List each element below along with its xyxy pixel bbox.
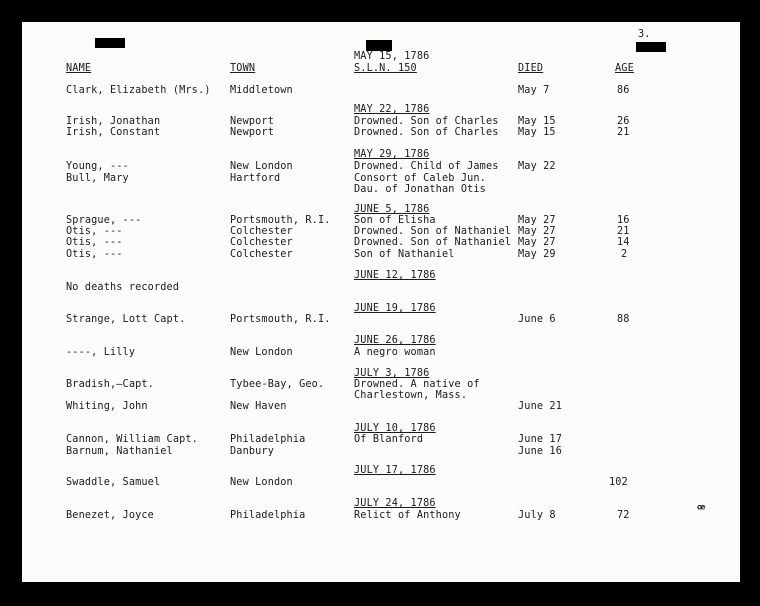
record-age: 14 xyxy=(617,237,630,248)
record-remark: Son of Nathaniel xyxy=(354,249,455,260)
section-date: JUNE 5, 1786 xyxy=(354,204,430,215)
record-town: Colchester xyxy=(230,249,293,260)
record-town: Newport xyxy=(230,127,274,138)
column-header-town: TOWN xyxy=(230,63,256,74)
record-remark: Charlestown, Mass. xyxy=(354,390,468,401)
record-age: 72 xyxy=(617,510,630,521)
record-age: 21 xyxy=(617,127,630,138)
record-died: July 8 xyxy=(518,510,556,521)
record-died: May 22 xyxy=(518,161,556,172)
column-header-name: NAME xyxy=(66,63,92,74)
record-died: June 6 xyxy=(518,314,556,325)
record-remark: Son of Elisha xyxy=(354,215,436,226)
record-town: Colchester xyxy=(230,226,293,237)
record-remark: Drowned. Son of Nathaniel xyxy=(354,226,512,237)
record-remark: Drowned. Son of Charles xyxy=(354,127,499,138)
record-remark: Consort of Caleb Jun. xyxy=(354,173,486,184)
record-remark: Drowned. Child of James xyxy=(354,161,499,172)
side-mark: ꟹ xyxy=(697,502,706,518)
record-name: Bradish,—Capt. xyxy=(66,379,154,390)
section-date: JUNE 12, 1786 xyxy=(354,270,436,281)
record-died: May 15 xyxy=(518,127,556,138)
redaction-center xyxy=(366,40,392,51)
record-name: Bull, Mary xyxy=(66,173,129,184)
record-died: May 15 xyxy=(518,116,556,127)
record-died: June 16 xyxy=(518,446,562,457)
record-name: Strange, Lott Capt. xyxy=(66,314,186,325)
record-name: No deaths recorded xyxy=(66,282,180,293)
column-header-died: DIED xyxy=(518,63,544,74)
section-date: JULY 17, 1786 xyxy=(354,465,436,476)
record-town: Newport xyxy=(230,116,274,127)
record-name: Sprague, --- xyxy=(66,215,142,226)
record-age: 2 xyxy=(621,249,628,260)
record-remark: Drowned. Son of Nathaniel xyxy=(354,237,512,248)
record-remark: Of Blanford xyxy=(354,434,424,445)
section-date: MAY 29, 1786 xyxy=(354,149,430,160)
record-died: June 17 xyxy=(518,434,562,445)
record-name: Young, --- xyxy=(66,161,129,172)
record-name: Swaddle, Samuel xyxy=(66,477,161,488)
section-date: JULY 3, 1786 xyxy=(354,368,430,379)
record-name: ----, Lilly xyxy=(66,347,136,358)
section-date: JULY 24, 1786 xyxy=(354,498,436,509)
record-name: Otis, --- xyxy=(66,249,123,260)
section-date: JULY 10, 1786 xyxy=(354,423,436,434)
record-name: Irish, Jonathan xyxy=(66,116,161,127)
section-date: JUNE 19, 1786 xyxy=(354,303,436,314)
record-town: Middletown xyxy=(230,85,293,96)
section-date: MAY 22, 1786 xyxy=(354,104,430,115)
record-died: May 27 xyxy=(518,226,556,237)
record-name: Otis, --- xyxy=(66,237,123,248)
record-age: 21 xyxy=(617,226,630,237)
record-town: Portsmouth, R.I. xyxy=(230,314,331,325)
record-town: New Haven xyxy=(230,401,287,412)
record-name: Whiting, John xyxy=(66,401,148,412)
record-town: Portsmouth, R.I. xyxy=(230,215,331,226)
record-town: New London xyxy=(230,477,293,488)
record-remark: Dau. of Jonathan Otis xyxy=(354,184,486,195)
header-date: MAY 15, 1786 xyxy=(354,51,430,62)
record-died: June 21 xyxy=(518,401,562,412)
record-died: May 27 xyxy=(518,215,556,226)
record-town: Hartford xyxy=(230,173,281,184)
column-header-source: S.L.N. 150 xyxy=(354,63,417,74)
record-town: Tybee-Bay, Geo. xyxy=(230,379,325,390)
record-remark: Drowned. Son of Charles xyxy=(354,116,499,127)
record-name: Irish, Constant xyxy=(66,127,161,138)
redaction-right xyxy=(636,42,666,52)
record-age: 16 xyxy=(617,215,630,226)
record-died: May 29 xyxy=(518,249,556,260)
record-remark: A negro woman xyxy=(354,347,436,358)
record-town: Danbury xyxy=(230,446,274,457)
record-died: May 27 xyxy=(518,237,556,248)
redaction-left xyxy=(95,38,125,48)
record-name: Cannon, William Capt. xyxy=(66,434,198,445)
page-number: 3. xyxy=(638,29,651,40)
record-name: Clark, Elizabeth (Mrs.) xyxy=(66,85,211,96)
column-header-age: AGE xyxy=(615,63,634,74)
record-age: 88 xyxy=(617,314,630,325)
record-age: 26 xyxy=(617,116,630,127)
record-name: Benezet, Joyce xyxy=(66,510,154,521)
record-age: 102 xyxy=(609,477,628,488)
record-remark: Drowned. A native of xyxy=(354,379,480,390)
record-town: Colchester xyxy=(230,237,293,248)
record-town: Philadelphia xyxy=(230,434,306,445)
record-town: Philadelphia xyxy=(230,510,306,521)
record-age: 86 xyxy=(617,85,630,96)
record-town: New London xyxy=(230,161,293,172)
record-name: Otis, --- xyxy=(66,226,123,237)
record-name: Barnum, Nathaniel xyxy=(66,446,173,457)
record-town: New London xyxy=(230,347,293,358)
section-date: JUNE 26, 1786 xyxy=(354,335,436,346)
record-remark: Relict of Anthony xyxy=(354,510,461,521)
record-died: May 7 xyxy=(518,85,550,96)
